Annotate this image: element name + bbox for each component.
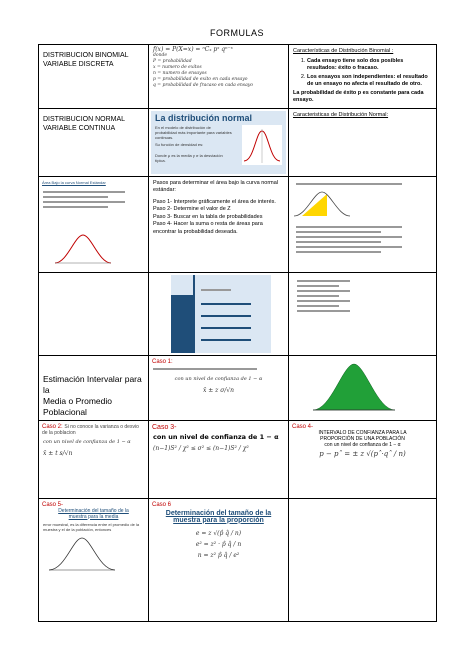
binomial-characteristics-cell: [289, 45, 437, 109]
normal-label-line2: VARIABLE CONTINUA: [43, 124, 116, 132]
caso2-subtext: con un nivel de confianza de 1 − α: [43, 438, 131, 445]
slide-bullet: En el modelo de distribución de probabilidad más importante para variables continuas.: [155, 124, 232, 140]
binomial-item-2: Los ensayos son independientes: el resultado de un ensayo no afecta el resultado de otro.: [307, 73, 428, 87]
caso3-text: con un nivel de confianza de 1 − α: [153, 432, 279, 441]
empty-cell: [289, 498, 437, 621]
normal-characteristics-heading: Caracteristicas de Distribución Normal:: [293, 111, 389, 118]
distribution-table-cell: [149, 272, 289, 355]
caso4-graph-cell: [289, 355, 437, 420]
area-steps-cell: [149, 176, 289, 272]
shaded-area-icon: [292, 188, 352, 218]
area-thumb-title: Área Bajo la curva Normal Estándar: [42, 179, 106, 185]
caso4-subtext: con un nivel de confianza de 1 − α: [324, 441, 401, 448]
caso2-text: Si no conoce la varianza o desvio de la poblacion: [42, 423, 139, 436]
binomial-formula-cell: [149, 45, 289, 109]
interval-label-line2: Media o Promedio Poblacional: [43, 395, 112, 417]
caso3-label: Caso 3-: [152, 423, 177, 431]
empty-cell: [39, 272, 149, 355]
area-example-cell: [289, 176, 437, 272]
binomial-item-1: Cada ensayo tiene solo dos posibles resultados: éxito o fracaso.: [307, 57, 404, 71]
formula-line: P = probabilidad: [153, 59, 192, 64]
normal-slide-title: La distribución normal: [155, 112, 253, 123]
area-curve-cell: [39, 176, 149, 272]
caso5-label: Caso 5-: [42, 501, 64, 508]
caso3-cell: Caso 3- con un nivel de confianza de 1 − α (n−1)S² / χ² ≤ σ² ≤ (n−1)S² / χ²: [149, 420, 289, 498]
binomial-label-line1: DISTRIBUCION BINOMIAL: [43, 52, 129, 59]
interval-label-line1: Estimación Intervalar para la: [43, 373, 142, 395]
caso1-text: con un nivel de confianza de 1 − α: [174, 375, 263, 382]
distribution-table-image: [171, 275, 271, 353]
binomial-formula: f(x) = P(X=x) = ⁿCₓ pˣ qⁿ⁻ˣ: [153, 46, 233, 53]
binomial-characteristics-heading: Características de Distribución Binomial :: [293, 48, 394, 54]
normal-slide-cell: [149, 108, 289, 176]
caso1-label: Caso 1:: [152, 358, 173, 365]
caso6-title-line1: Determinación del tamaño de la: [165, 509, 272, 517]
area-thumb-text: [39, 191, 148, 208]
step-4: Paso 4- Hacer la suma o resta de áreas para encontrar la probabilidad deseada.: [153, 221, 263, 235]
caso5-diagram: [47, 534, 117, 574]
caso2-cell: Caso 2: Si no conoce la varianza o desvio de la poblacion con un nivel de confianza de 1 − α x̄ ± t s/√n: [39, 420, 149, 498]
slide-bullet: Donde μ es la media y σ la desviación típica.: [155, 152, 223, 163]
formula-line: x = numero de exitos: [153, 65, 202, 70]
caso4-equation: p − pˆ = ± z √(pˆ·qˆ / n): [319, 449, 406, 458]
binomial-footer: La probabilidad de éxito p es constante para cada ensayo.: [293, 89, 424, 103]
caso4-label: Caso 4-: [292, 423, 314, 430]
formula-line: donde: [153, 53, 168, 58]
caso1-cell: Caso 1: con un nivel de confianza de 1 − α x̄ ± z σ/√n: [149, 355, 289, 420]
caso6-title-line2: muestra para la proporción: [173, 516, 264, 524]
formula-line: p = probabilidad de exito en cada ensayo: [153, 77, 248, 82]
area-example-image: [292, 180, 433, 256]
formula-table: [38, 44, 437, 622]
normal-label-line1: DISTRIBUCION NORMAL: [43, 115, 126, 123]
caso5-title-line2: muestra para la media: [68, 513, 119, 520]
caso6-cell: Caso 6 Determinación del tamaño de la muestra para la proporción e = z √(p̂ q̂ / n) e² = z² · p̂ q̂ / n n = z² p̂ q̂ / e²: [149, 498, 289, 621]
binomial-label-cell: [39, 45, 149, 109]
step-2: Paso 2- Determine el valor de Z: [153, 206, 231, 212]
step-1: Paso 1- Interprete gráficamente el área de interés.: [153, 198, 276, 205]
normal-label-cell: [39, 108, 149, 176]
caso2-label: Caso 2:: [42, 423, 63, 430]
binomial-label-line2: VARIABLE DISCRETA: [43, 61, 114, 68]
caso5-title-line1: Determinación del tamaño de la: [58, 507, 129, 514]
formula-line: q = probabilidad de fracaso en cada ensayo: [153, 83, 254, 88]
normal-characteristics-cell: [289, 108, 437, 176]
distribution-notes-cell: [289, 272, 437, 355]
caso4-title-line1: INTERVALO DE CONFIANZA PARA LA: [318, 429, 407, 436]
caso4-cell: [289, 420, 437, 498]
page-title: FORMULAS: [209, 28, 264, 38]
step-3: Paso 3- Buscar en la tabla de probabilidades: [153, 213, 263, 220]
caso5-text: error muestral, es la diferencia entre el promedio de la muestra y el de la población, entonces: [43, 521, 140, 532]
bell-curve-icon: [242, 125, 282, 165]
caso6-label: Caso 6: [152, 501, 172, 508]
slide-bullet: Su función de densidad es:: [155, 141, 204, 147]
area-steps-intro: Pasos para determinar el área bajo la curva normal estándar:: [153, 179, 279, 193]
interval-label-cell: [39, 355, 149, 420]
caso4-title-line2: PROPORCIÓN DE UNA POBLACIÓN: [320, 435, 405, 442]
distribution-notes-image: [293, 277, 363, 315]
normal-slide-image: [151, 111, 286, 174]
formula-line: n = numero de ensayos: [153, 71, 207, 76]
normal-curve-thumbnail: [53, 231, 113, 267]
caso5-cell: [39, 498, 149, 621]
confidence-bell-icon: [309, 360, 399, 416]
